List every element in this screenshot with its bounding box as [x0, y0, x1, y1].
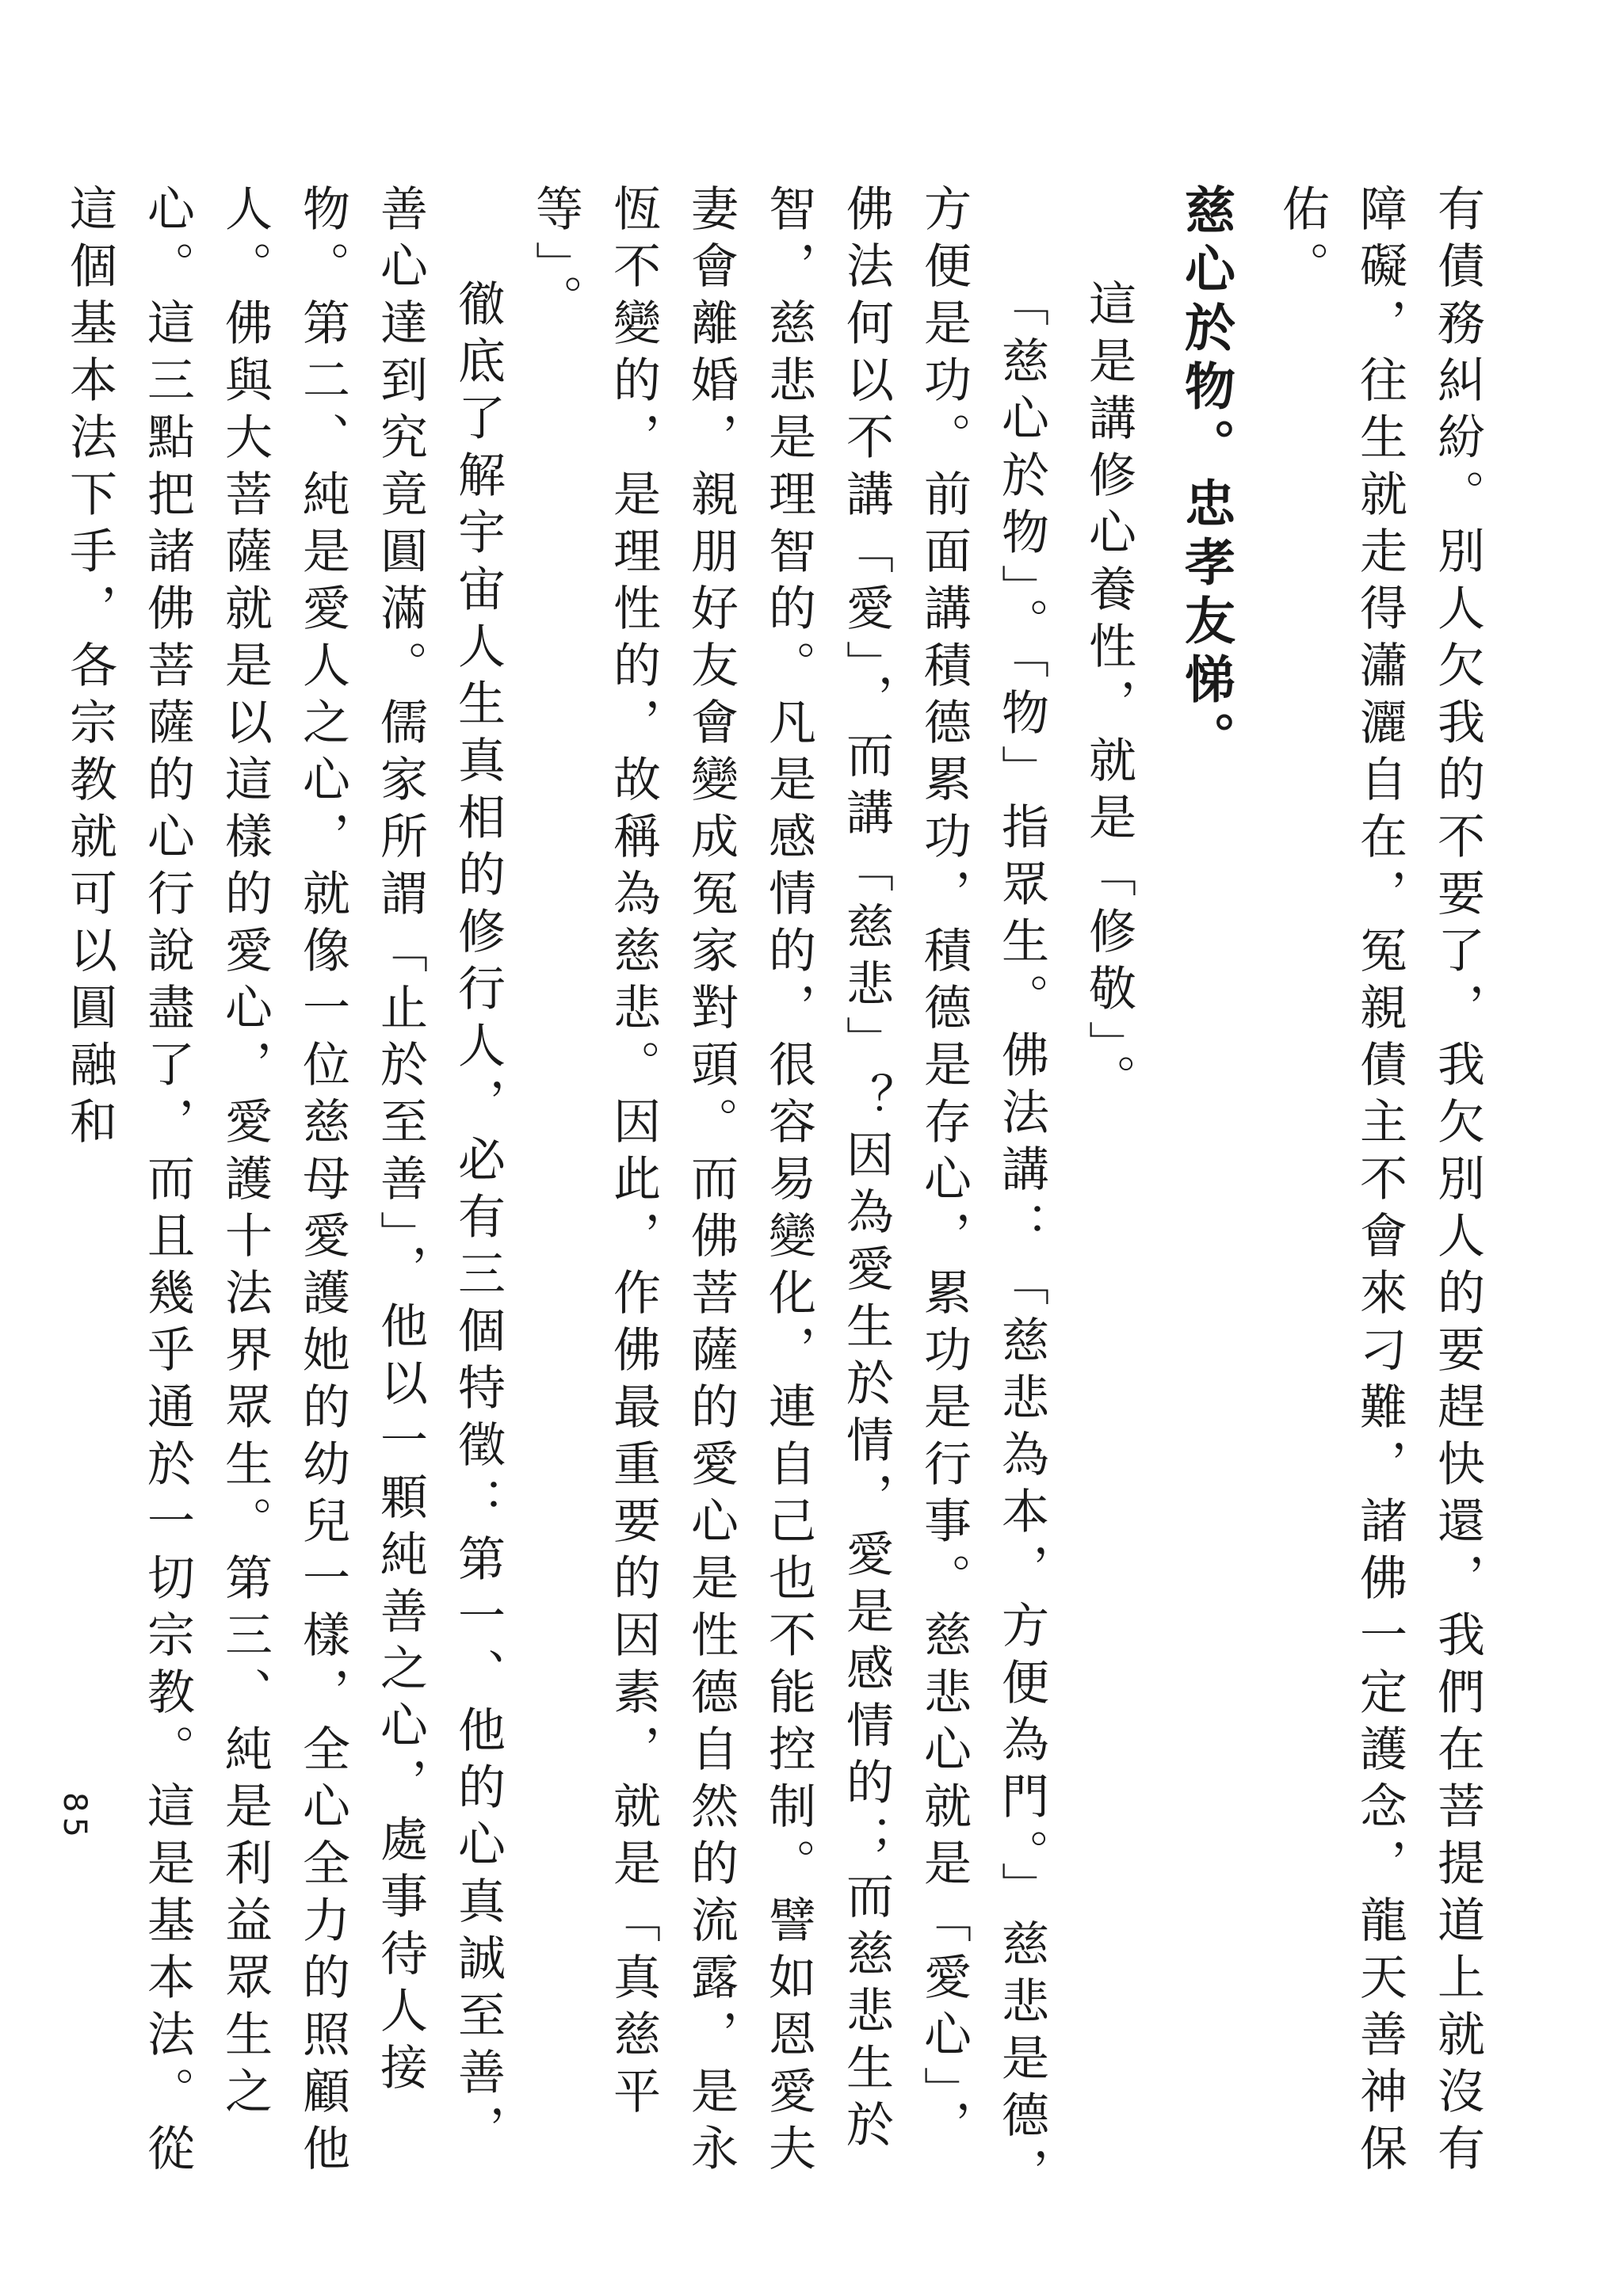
vertical-text-block — [51, 184, 1496, 2212]
paragraph-continuation: 有債務糾紛。別人欠我的不要了，我欠別人的要趕快還，我們在菩提道上就沒有障礙，往生就走得瀟灑自在，冤親債主不會來刁難，諸佛一定護念，龍天善神保佑。 — [1274, 184, 1485, 2180]
section-heading: 慈心於物。忠孝友悌。 — [1176, 184, 1235, 770]
paragraph-three-traits: 徹底了解宇宙人生真相的修行人，必有三個特徵：第一、他的心真誠至善，善心達到究竟圓滿。儒家所謂「止於至善」，他以一顆純善之心，處事待人接物。第二、純是愛人之心，就像一位慈母愛護她的幼兒一樣，全心全力的照顧他人。佛與大菩薩就是以這樣的愛心，愛護十法界眾生。第三、純是利益眾生之心。這三點把諸佛菩薩的心行說盡了，而且幾乎通於一切宗教。這是基本法。從這個基本法下手，各宗教就可以圓融和 — [62, 184, 506, 2180]
paragraph-intro: 這是講修心養性，就是「修敬」。 — [1081, 279, 1136, 1111]
paragraph-compassion: 「慈心於物」。「物」指眾生。佛法講：「慈悲為本，方便為門。」慈悲是德，方便是功。前面講積德累功，積德是存心，累功是行事。慈悲心就是「愛心」，佛法何以不講「愛」，而講「慈悲」？因為愛生於情，愛是感情的；而慈悲生於智，慈悲是理智的。凡是感情的，很容易變化，連自己也不能控制。譬如恩愛夫妻會離婚，親朋好友會變成冤家對頭。而佛菩薩的愛心是性德自然的流露，是永恆不變的，是理性的，故稱為慈悲。因此，作佛最重要的因素，就是「真慈平等」。 — [528, 184, 1049, 2204]
page-number: 85 — [56, 1792, 93, 1842]
